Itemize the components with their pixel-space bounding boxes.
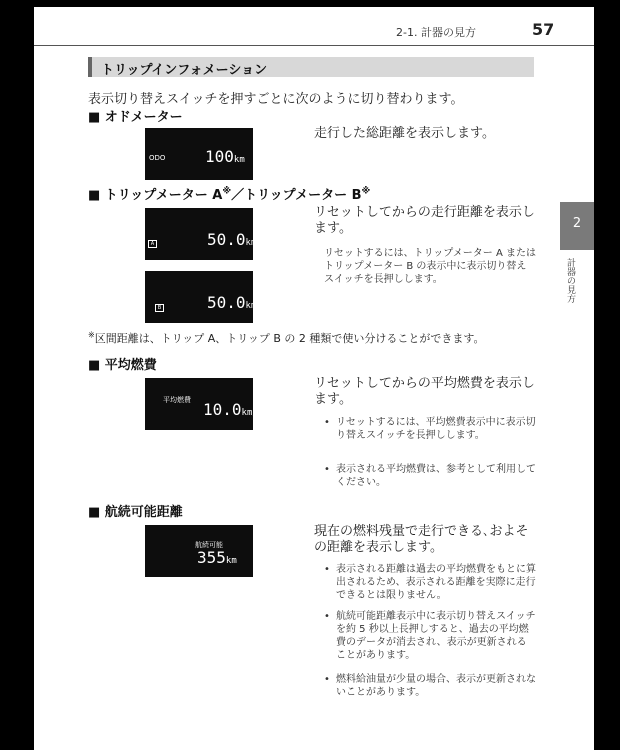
range-unit: km bbox=[225, 556, 237, 566]
avg-fuel-value bbox=[203, 400, 263, 419]
trip-b-value bbox=[207, 293, 256, 312]
trip-b-icon: B bbox=[155, 304, 164, 312]
intro-text: 表示切り替えスイッチを押すごとに次のように切り替わります。 bbox=[88, 92, 464, 107]
range-bullet-3 bbox=[324, 673, 536, 699]
page-number: 57 bbox=[532, 20, 555, 39]
avg-fuel-display bbox=[145, 378, 264, 430]
bullet-dot: • bbox=[324, 564, 330, 575]
manual-page bbox=[34, 7, 594, 750]
bullet-text: 表示される距離は過去の平均燃費をもとに算出されるため、表示される距離を実際に走行できるとは限りません。 bbox=[336, 564, 536, 601]
avg-fuel-description: リセットしてからの平均燃費を表示します。 bbox=[314, 376, 535, 407]
avg-fuel-number: 10.0 bbox=[203, 400, 242, 419]
range-bullet-2 bbox=[324, 610, 536, 662]
bullet-dot: • bbox=[324, 674, 330, 685]
avg-fuel-bullet-1 bbox=[324, 416, 536, 442]
trip-heading-b: ／トリップメーター B bbox=[231, 188, 362, 203]
footnote bbox=[88, 330, 485, 346]
bullet-dot: • bbox=[324, 611, 330, 622]
odometer-display bbox=[145, 128, 253, 180]
header-rule bbox=[34, 45, 594, 46]
odometer-number: 100 bbox=[205, 147, 234, 166]
trip-mark-a: ※ bbox=[222, 186, 232, 197]
trip-a-unit: km bbox=[245, 238, 257, 248]
trip-b-number: 50.0 bbox=[207, 293, 246, 312]
trip-a-number: 50.0 bbox=[207, 230, 246, 249]
trip-a-value bbox=[207, 230, 256, 249]
avg-fuel-unit: km/L bbox=[241, 408, 264, 418]
title-bar bbox=[88, 57, 534, 77]
bullet-text: 航続可能距離表示中に表示切り替えスイッチを約 5 秒以上長押しすると、過去の平均燃費のデータが消去され、表示が更新されることがあります。 bbox=[336, 611, 536, 661]
odometer-heading: ■ オドメーター bbox=[88, 110, 183, 125]
odometer-label: ODO bbox=[149, 154, 166, 162]
chapter-tab bbox=[560, 202, 594, 250]
trip-description: リセットしてからの走行距離を表示します。 bbox=[314, 205, 535, 236]
range-value bbox=[197, 548, 237, 567]
avg-fuel-bullet-2 bbox=[324, 463, 536, 489]
chapter-number: 2 bbox=[572, 216, 582, 231]
bullet-text: 燃料給油量が少量の場合、表示が更新されないことがあります。 bbox=[336, 674, 536, 698]
range-heading: ■ 航続可能距離 bbox=[88, 505, 183, 520]
bullet-text: 表示される平均燃費は、参考として利用してください。 bbox=[336, 464, 536, 488]
chapter-label: 計器の見方 bbox=[565, 258, 575, 303]
range-description: 現在の燃料残量で走行できる､およその距離を表示します。 bbox=[314, 524, 529, 555]
footnote-mark: ※ bbox=[88, 330, 95, 340]
avg-fuel-heading: ■ 平均燃費 bbox=[88, 358, 157, 373]
odometer-value bbox=[205, 147, 245, 166]
trip-b-unit: km bbox=[245, 301, 257, 311]
bullet-text: リセットするには、平均燃費表示中に表示切り替えスイッチを長押しします。 bbox=[336, 417, 536, 441]
trip-heading-a: ■ トリップメーター A bbox=[88, 188, 223, 203]
range-bullet-1 bbox=[324, 563, 536, 602]
page-title: トリップインフォメーション bbox=[101, 63, 268, 78]
range-display bbox=[145, 525, 253, 577]
trip-mark-b: ※ bbox=[361, 186, 371, 197]
bullet-dot: • bbox=[324, 417, 330, 428]
trip-a-icon: A bbox=[148, 240, 157, 248]
bullet-dot: • bbox=[324, 464, 330, 475]
range-number: 355 bbox=[197, 548, 226, 567]
range-label: 航続可能 bbox=[195, 541, 223, 549]
avg-fuel-label: 平均燃費 bbox=[163, 396, 191, 404]
trip-b-display bbox=[145, 271, 257, 323]
trip-heading bbox=[88, 184, 370, 203]
section-header: 2-1. 計器の見方 bbox=[396, 26, 476, 39]
trip-a-display bbox=[145, 208, 257, 260]
odometer-description: 走行した総距離を表示します。 bbox=[314, 126, 495, 141]
footnote-text: 区間距離は、トリップ A、トリップ B の 2 種類で使い分けることができます。 bbox=[94, 332, 485, 345]
odometer-unit: km bbox=[233, 155, 245, 165]
trip-note: リセットするには、トリップメーター A またはトリップメーター B の表示中に表示切り替えスイッチを長押しします。 bbox=[324, 248, 536, 285]
